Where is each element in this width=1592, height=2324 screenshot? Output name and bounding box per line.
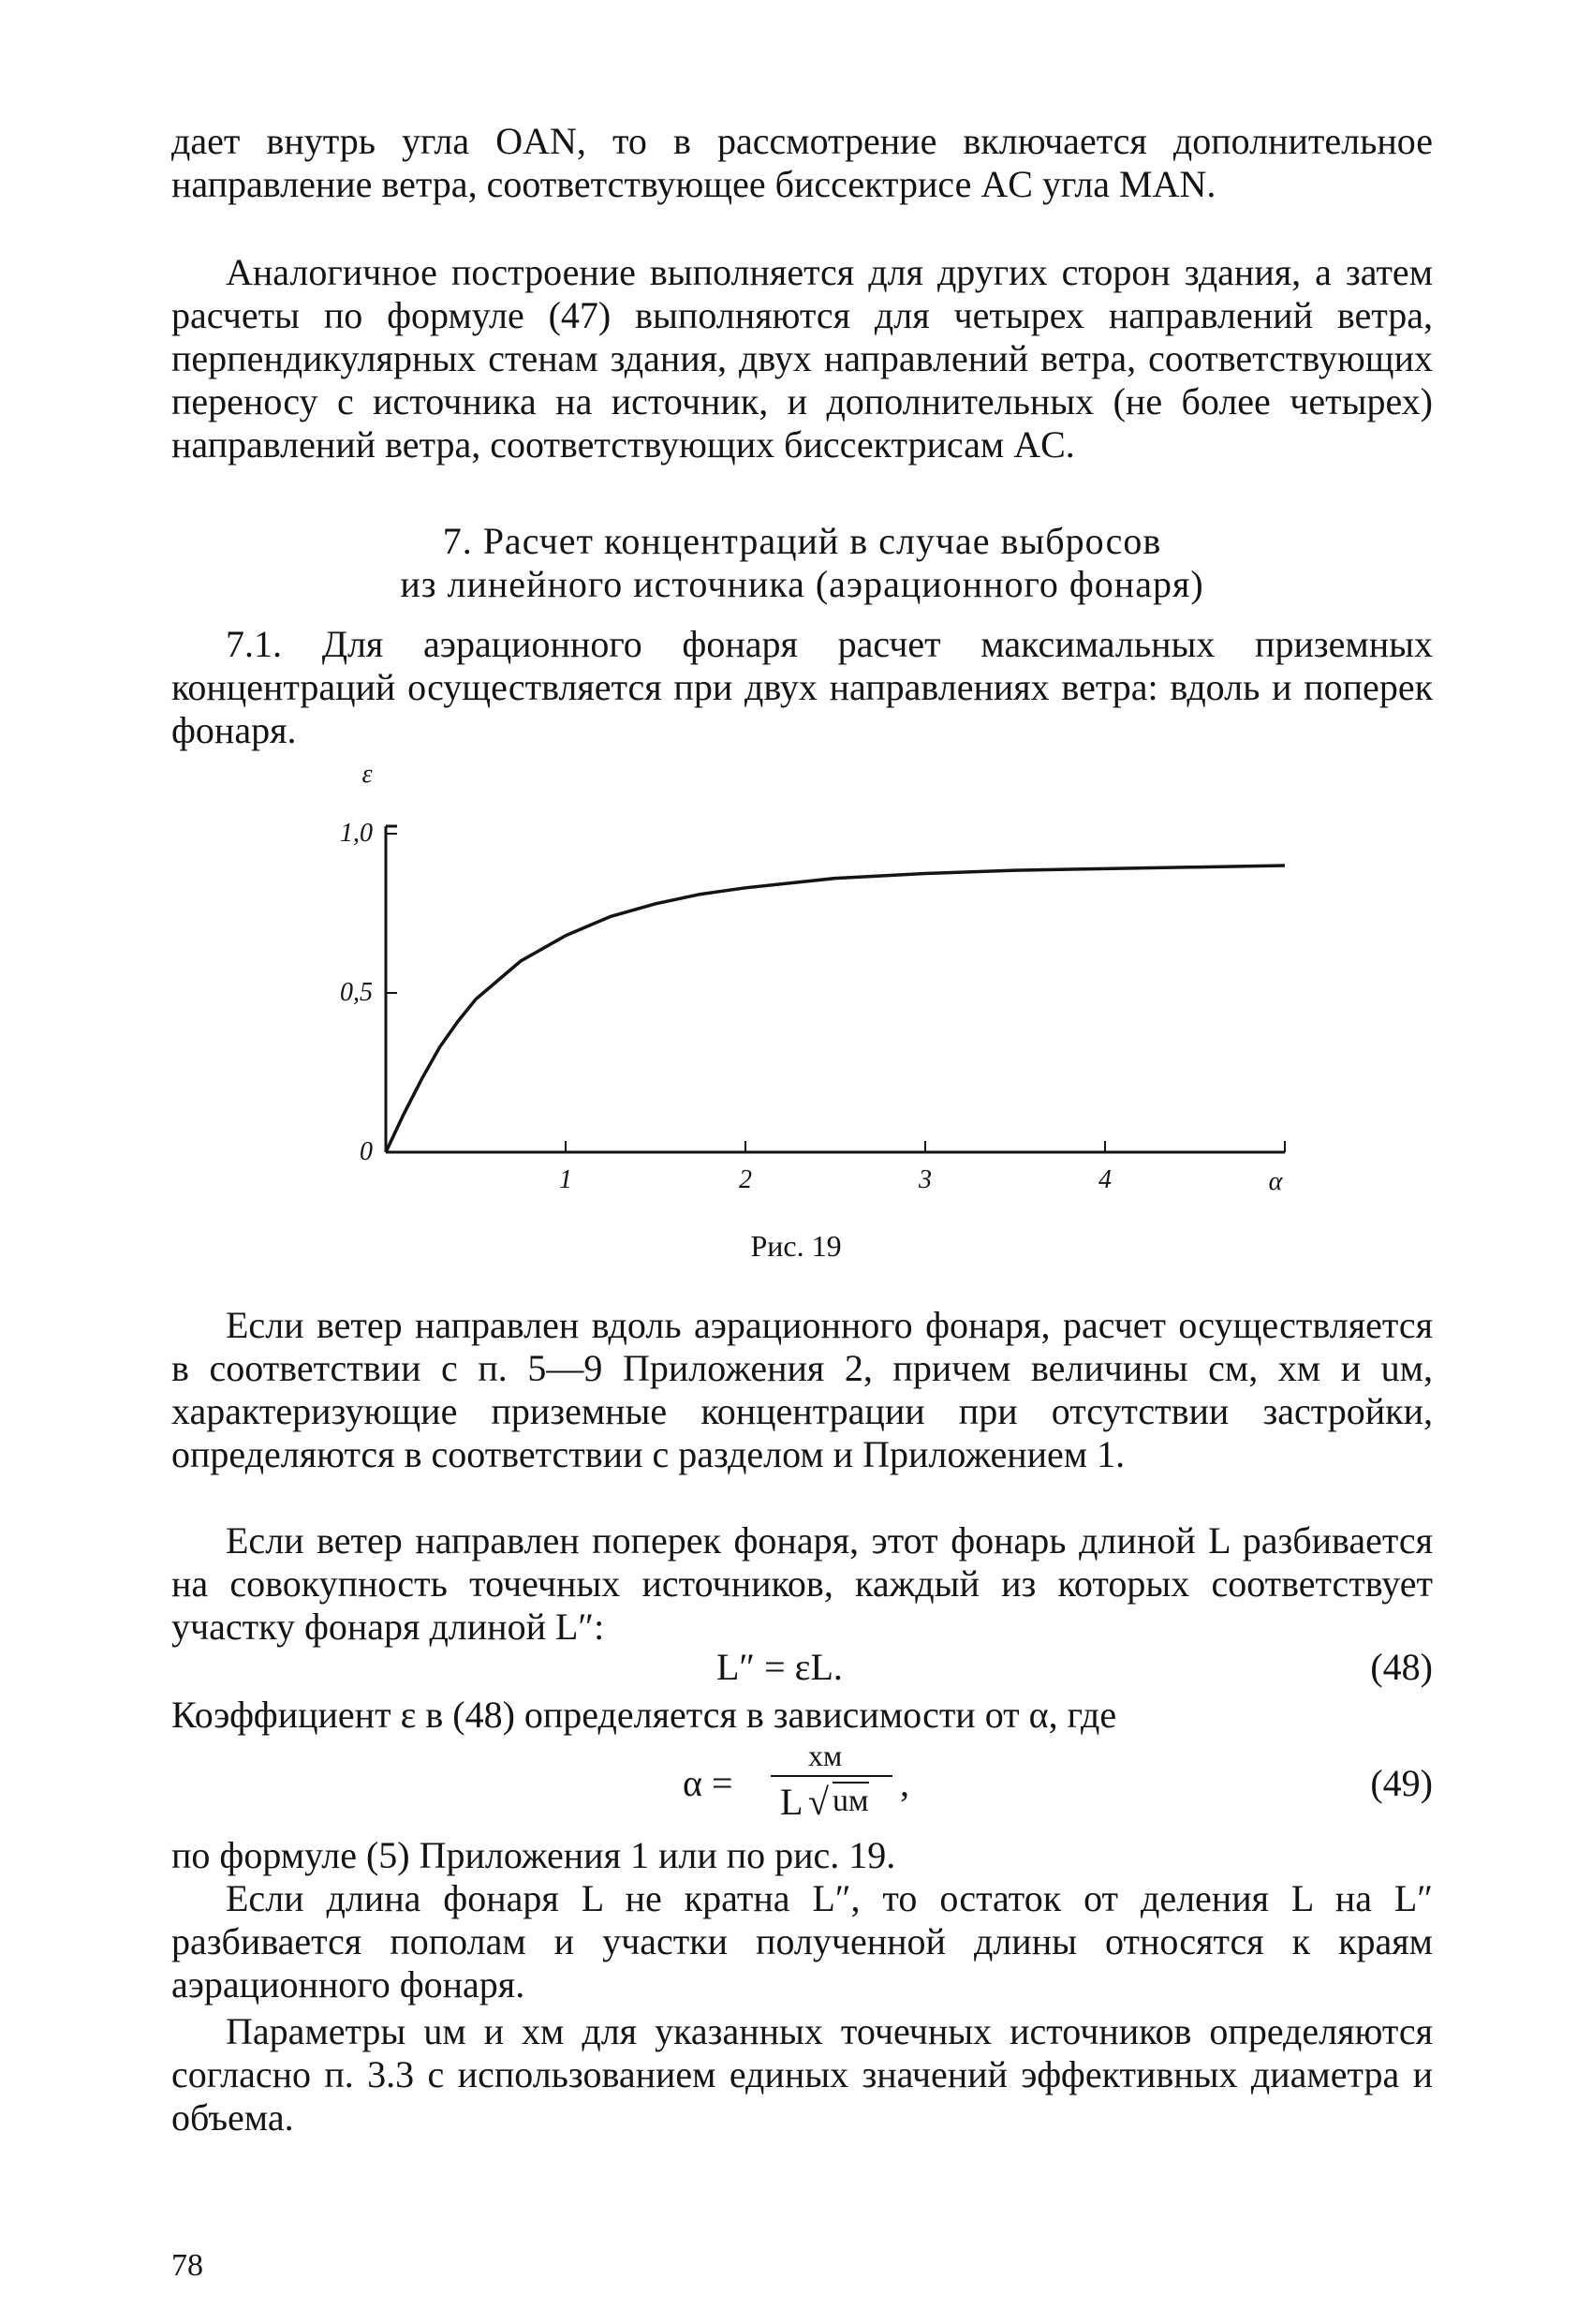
formula-49 <box>171 1740 1433 1827</box>
formula-49-denominator-l: L <box>780 1781 803 1823</box>
formula-48-expression: L″ = εL. <box>716 1646 843 1688</box>
paragraph-7-1 <box>171 623 1433 752</box>
paragraph-parameters <box>171 2010 1433 2139</box>
figure-19 <box>309 754 1320 1279</box>
formula-49-denominator-root: uм <box>833 1784 869 1818</box>
y-axis-label: ε <box>361 760 373 789</box>
paragraph-analog <box>171 251 1433 466</box>
section-heading <box>171 520 1433 606</box>
paragraph-text: Если ветер направлен поперек фонаря, этот фонарь длиной L разбивается на совокупность точечных источников, каждый из которых соответствует участку фонаря длиной L″: <box>171 1519 1433 1648</box>
epsilon-alpha-chart <box>309 754 1320 1279</box>
figure-caption: Рис. 19 <box>750 1229 842 1263</box>
section-heading-line-1: 7. Расчет концентраций в случае выбросов <box>442 520 1162 562</box>
x-tick-label: 1 <box>559 1165 572 1194</box>
sqrt-icon: √ <box>808 1781 829 1823</box>
formula-49-number: (49) <box>1370 1762 1433 1804</box>
paragraph-wind-across <box>171 1519 1433 1649</box>
paragraph-text: Если ветер направлен вдоль аэрационного фонаря, расчет осуществляется в соответствии с п. 5—9 Приложения 2, причем величины cм, xм и uм, характеризующие приземные концентрации при отсутствии застройки, определяются в соответствии с разделом и Приложением 1. <box>171 1304 1433 1475</box>
formula-49-numerator: xм <box>808 1739 843 1772</box>
epsilon-curve <box>386 866 1285 1152</box>
x-tick-label: 4 <box>1098 1165 1112 1194</box>
formula-48 <box>171 1645 1433 1688</box>
x-axis-label: α <box>1268 1167 1283 1196</box>
paragraph-text: Коэффициент ε в (48) определяется в зависимости от α, где <box>171 1694 1117 1736</box>
paragraph-text: дает внутрь угла OAN, то в рассмотрение включается дополнительное направление ветра, соответствующее биссектрисе AC угла MAN. <box>171 120 1433 205</box>
paragraph-wind-along <box>171 1304 1433 1476</box>
paragraph-coefficient <box>171 1694 1433 1737</box>
paragraph-formula-ref <box>171 1834 1433 1877</box>
formula-48-number: (48) <box>1370 1646 1433 1688</box>
y-tick-label: 0,5 <box>340 978 373 1007</box>
paragraph-text: по формуле (5) Приложения 1 или по рис. 19. <box>171 1834 896 1876</box>
paragraph-text: Если длина фонаря L не кратна L″, то остаток от деления L на L″ разбивается пополам и участки полученной длины относятся к краям аэрационного фонаря. <box>171 1877 1433 2006</box>
formula-49-lhs: α = <box>683 1762 733 1804</box>
paragraph-text: Параметры uм и xм для указанных точечных источников определяются согласно п. 3.3 с использованием единых значений эффективных диаметра и объема. <box>171 2010 1433 2139</box>
formula-49-tail: , <box>900 1762 909 1804</box>
page-number: 78 <box>171 2248 203 2283</box>
paragraph-remainder <box>171 1877 1433 2006</box>
section-heading-line-2: из линейного источника (аэрационного фонаря) <box>400 563 1204 605</box>
y-tick-label: 0 <box>360 1137 373 1166</box>
paragraph-text: Аналогичное построение выполняется для других сторон здания, а затем расчеты по формуле (47) выполняются для четырех направлений ветра, перпендикулярных стенам здания, двух направлений ветра, соответствующих переносу с источника на источник, и дополнительных (не более четырех) направлений ветра, соответствующих биссектрисам AC. <box>171 251 1433 466</box>
paragraph-continuation <box>171 120 1433 206</box>
x-tick-label: 3 <box>919 1165 932 1194</box>
y-tick-label: 1,0 <box>340 819 373 848</box>
x-tick-label: 2 <box>739 1165 752 1194</box>
fraction-bar <box>771 1775 892 1777</box>
paragraph-text: 7.1. Для аэрационного фонаря расчет максимальных приземных концентраций осуществляется при двух направлениях ветра: вдоль и поперек фонаря. <box>171 623 1433 751</box>
